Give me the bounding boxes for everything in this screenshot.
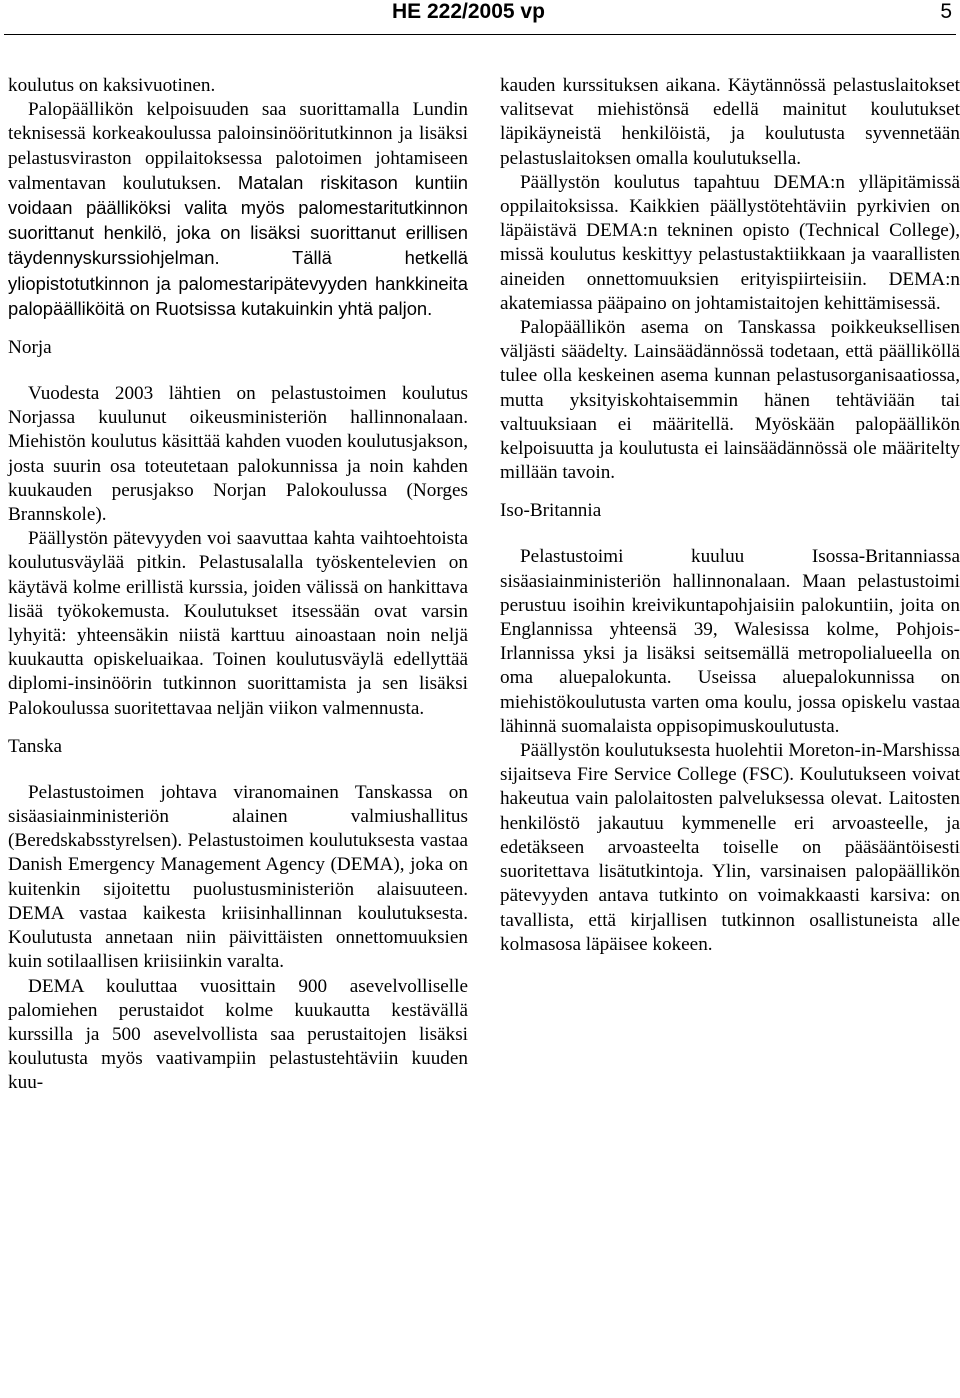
paragraph: Päällystön pätevyyden voi saavuttaa kahta vaihtoehtoista koulutusväylää pitkin. Pelastusalalla työskentelevien on käytävä kolme erillistä kurssia, joiden välissä on hankittava lisää työkokemusta. Koulutukset itsessään ovat varsin lyhyitä: yhteensäkin niistä karttuu ainoastaan noin neljä kuukautta opiskeluaikaa. Toinen koulutusväylä edellyttää diplomi-insinöörin tutkinnon suorittamista ja sen lisäksi Palokoulussa suoritettavaa neljän viikon valmennusta. — [8, 528, 468, 719]
paragraph: Palopäällikön asema on Tanskassa poikkeuksellisen väljästi säädelty. Lainsäädännössä todetaan, että päälliköllä tulee olla keskeinen asema kunnan pelastusorganisaatiossa, mutta yksityiskohtaisemmin hänen tehtäviään tai valtuuksiaan ei määritellä. Myöskään palopäällikön kelpoisuutta ja koulutusta ei lainsäädännössä ole määritelty millään tavoin. — [500, 317, 960, 484]
page-header — [0, 0, 960, 30]
paragraph-serif-part: Palopäällikön kelpoisuuden saa suorittamalla Lundin teknisessä korkeakoulussa paloinsinööritutkinnon ja lisäksi pelastusviraston oppilaitoksessa palotoimen johtamiseen valmentavan koulutuksen. — [8, 99, 468, 194]
document-id: HE 222/2005 vp — [392, 0, 545, 23]
paragraph: Vuodesta 2003 lähtien on pelastustoimen koulutus Norjassa kuulunut oikeusministeriön hallinnonalaan. Miehistön koulutus käsittää kahden vuoden koulutusjakson, josta suurin osa toteutetaan palokunnissa ja noin kahden kuukauden perusjakso Norjan Palokoulussa (Norges Brannskole). — [8, 383, 468, 526]
paragraph: Päällystön koulutuksesta huolehtii Moreton-in-Marshissa sijaitseva Fire Service College (FSC). Koulutukseen voivat hakeutua vain palolaitosten palveluksessa olevat. Laitosten henkilöstö jakautuu kymmenelle eri arvoasteelle, ja edetäkseen arvoasteelta toiselle on pääsääntöisesti suoritettava lisätutkintoja. Ylin, varsinaisen palopäällikön pätevyyden antava tutkinto on voimakkaasti karsiva: on tavallista, että kirjallisen tutkinnon osallistuneista alle kolmasosa läpäisee kokeen. — [500, 740, 960, 955]
left-column — [8, 74, 468, 1096]
right-column — [500, 74, 960, 957]
paragraph: Pelastustoimi kuuluu Isossa-Britanniassa sisäasiainministeriön hallinnonalaan. Maan pelastustoimi perustuu isoihin kreivikuntapohjaisiin palokuntiin, joita on Englannissa yhteensä 39, Walesissa kolme, Pohjois-Irlannissa yksi ja lisäksi seitsemällä metropolialueella on oma aluepalokunta. Useissa aluepalokunnissa on miehistökoulutusta varten oma koulu, jossa opiskelu vastaa lähinnä suomalaista oppisopimuskoulutusta. — [500, 546, 960, 737]
section-heading-iso-britannia: Iso-Britannia — [500, 500, 602, 522]
paragraph — [8, 98, 468, 322]
paragraph: Päällystön koulutus tapahtuu DEMA:n ylläpitämissä oppilaitoksissa. Kaikkien päällystötehtäviin pyrkivien on läpäistävä DEMA:n tekninen opisto (Technical College), missä koulutus keskittyy pelastustaktiikkaan ja vaarallisten aineiden onnettomuuksien erityispiirteisiin. DEMA:n akatemiassa pääpaino on johtamistaitojen kehittämisessä. — [500, 171, 960, 314]
section-heading-tanska: Tanska — [8, 735, 63, 757]
paragraph-sans-part: Matalan riskitason kuntiin voidaan päälliköksi valita myös palomestaritutkinnon suorittanut henkilö, joka on lisäksi suorittanut erillisen täydennyskurssiohjelman. Tällä hetkellä yliopistotutkinnon ja palomestaripätevyyden hankkineita palopäälliköitä on Ruotsissa kutakuinkin yhtä paljon. — [8, 171, 468, 319]
paragraph: koulutus on kaksivuotinen. — [8, 75, 216, 96]
paragraph: Pelastustoimen johtava viranomainen Tanskassa on sisäasiainministeriön alainen valmiushallitus (Beredskabsstyrelsen). Pelastustoimen koulutuksesta vastaa Danish Emergency Management Agency (DEMA), joka on kuitenkin sijoitettu puolustusministeriön alaisuuteen. DEMA vastaa kaikesta kriisinhallinnan koulutuksesta. Koulutusta annetaan niin päivittäisten onnettomuuksien kuin sotilaallisen kriisiinkin varalta. — [8, 781, 468, 973]
paragraph: kauden kurssituksen aikana. Käytännössä pelastuslaitokset valitsevat miehistönsä edellä mainitut koulutukset läpikäyneistä henkilöistä, ja koulutusta syvennetään pelastuslaitoksen omalla koulutuksella. — [500, 75, 960, 169]
section-heading-norja: Norja — [8, 337, 52, 359]
page-number: 5 — [940, 0, 952, 23]
paragraph: DEMA kouluttaa vuosittain 900 asevelvolliselle palomiehen perustaidot kolme kuukautta kestävällä kurssilla ja 500 asevelvollista saa perustaitojen lisäksi koulutusta myös vaativampiin pelastustehtäviin kuuden kuu- — [8, 975, 468, 1094]
header-rule — [4, 34, 956, 35]
